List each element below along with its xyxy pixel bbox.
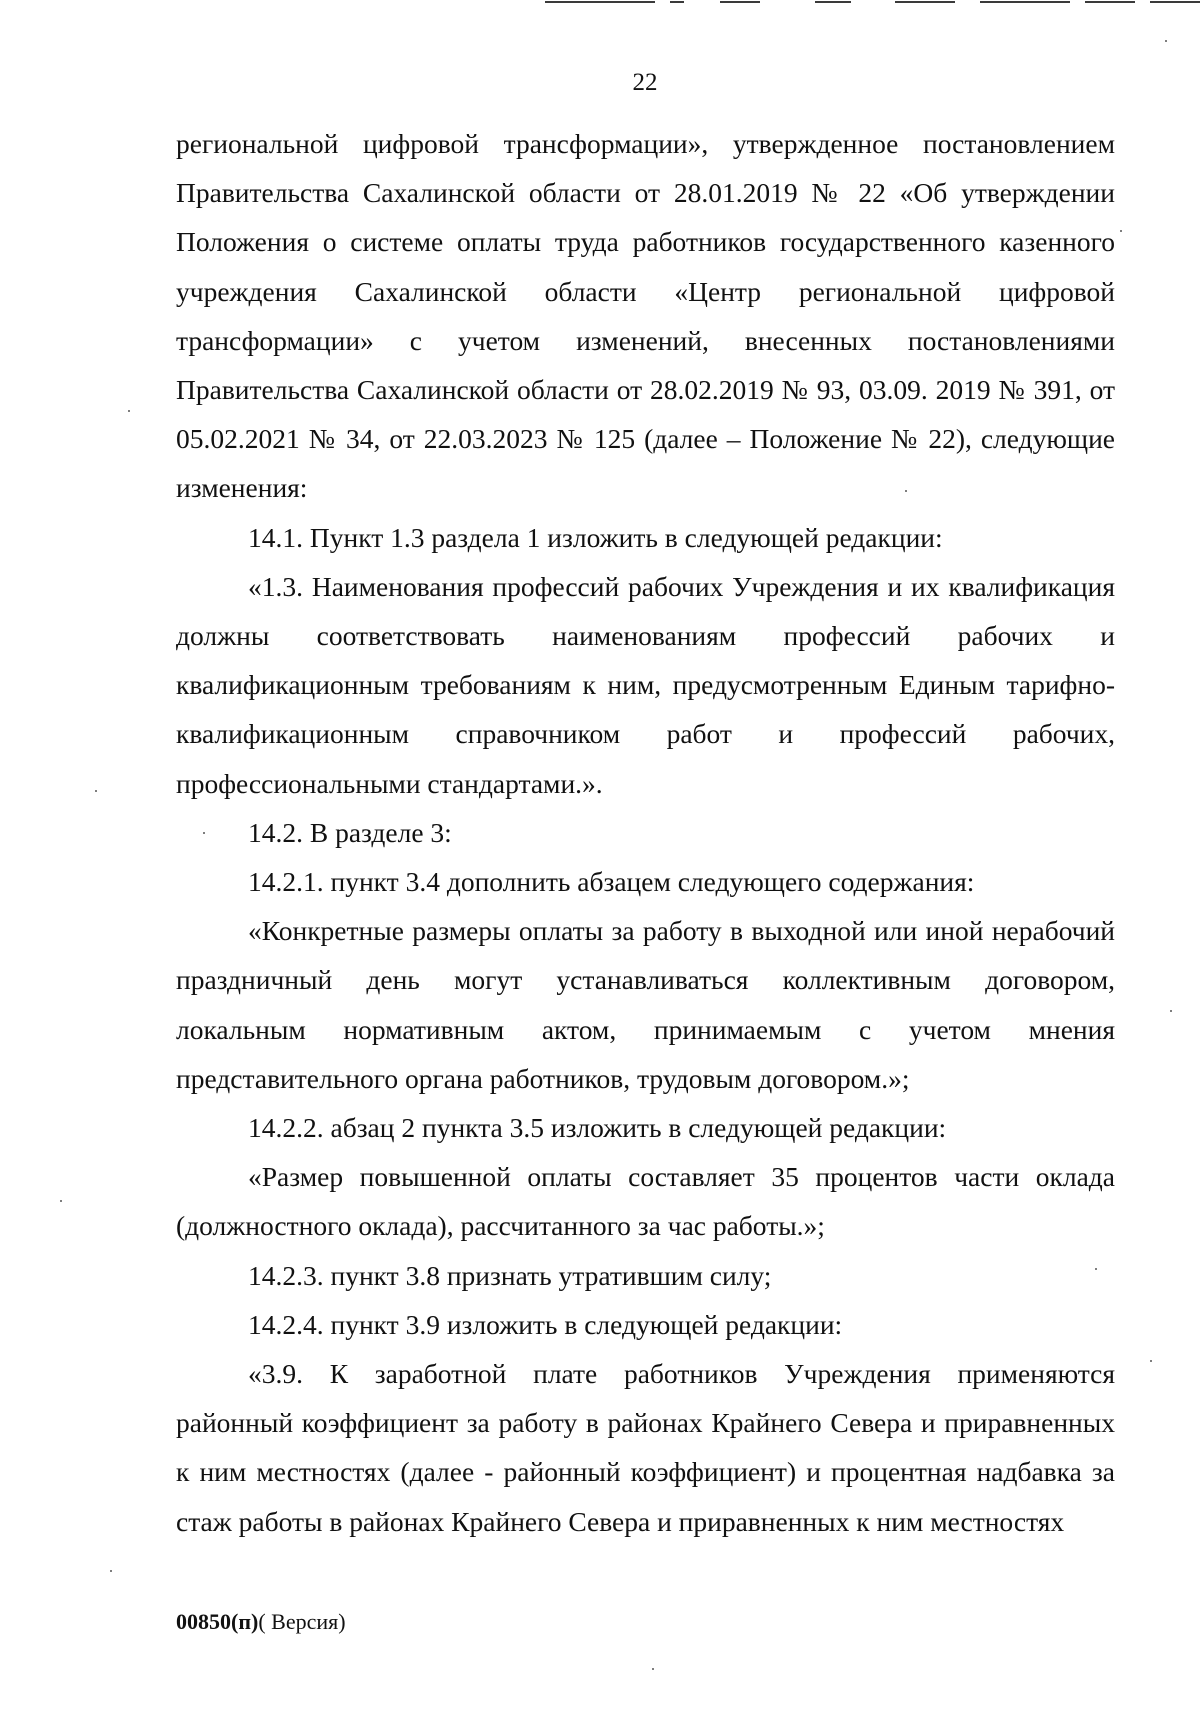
- scan-speck: [60, 1200, 62, 1202]
- paragraph-14-2-3: 14.2.3. пункт 3.8 признать утратившим силу;: [248, 1259, 772, 1291]
- paragraph-14-2-4: 14.2.4. пункт 3.9 изложить в следующей редакции:: [248, 1308, 843, 1340]
- scan-top-edge-lines: [420, 0, 1200, 6]
- paragraph-intro: региональной цифровой трансформации», утвержденное постановлением Правительства Сахалинской области от 28.01.2019 № 22 «Об утверждении Положения о системе оплаты труда работников государственного казенного учреждения Сахалинской области «Центр региональной цифровой трансформации» с учетом изменений, внесенных постановлениями Правительства Сахалинской области от 28.02.2019 № 93, 03.09. 2019 № 391, от 05.02.2021 № 34, от 22.03.2023 № 125 (далее – Положение № 22), следующие изменения:: [176, 128, 1115, 504]
- scan-speck: [95, 790, 97, 792]
- scan-speck: [1120, 230, 1122, 232]
- scan-speck: [128, 410, 130, 412]
- footer-code-number: 00850(п): [176, 1609, 259, 1634]
- page-number: 22: [632, 69, 658, 96]
- paragraph-14-2-2: 14.2.2. абзац 2 пункта 3.5 изложить в следующей редакции:: [248, 1112, 947, 1144]
- paragraph-quote-1-3: «1.3. Наименования профессий рабочих Учреждения и их квалификация должны соответствовать наименованиям профессий рабочих и квалификационным требованиям к ним, предусмотренным Единым тарифно-квалификационным справочником работ и профессий рабочих, профессиональными стандартами.».: [176, 570, 1115, 799]
- scan-speck: [203, 832, 205, 834]
- scan-speck: [1095, 1268, 1097, 1270]
- footer-version: ( Версия): [258, 1609, 346, 1634]
- scan-speck: [1165, 40, 1167, 42]
- scan-speck: [110, 1570, 112, 1572]
- paragraph-14-1: 14.1. Пункт 1.3 раздела 1 изложить в следующей редакции:: [248, 521, 943, 553]
- footer-document-code: [176, 1608, 346, 1636]
- paragraph-14-2-1: 14.2.1. пункт 3.4 дополнить абзацем следующего содержания:: [248, 866, 975, 898]
- document-body: [176, 119, 1115, 1546]
- scan-speck: [1170, 1010, 1172, 1012]
- paragraph-quote-payment-sizes: «Конкретные размеры оплаты за работу в выходной или иной нерабочий праздничный день могут устанавливаться коллективным договором, локальным нормативным актом, принимаемым с учетом мнения представительного органа работников, трудовым договором.»;: [176, 915, 1115, 1094]
- paragraph-quote-3-9: «3.9. К заработной плате работников Учреждения применяются районный коэффициент за работу в районах Крайнего Севера и приравненных к ним местностях (далее - районный коэффициент) и процентная надбавка за стаж работы в районах Крайнего Севера и приравненных к ним местностях: [176, 1358, 1115, 1537]
- scan-speck: [1150, 1360, 1152, 1362]
- paragraph-14-2: 14.2. В разделе 3:: [248, 816, 452, 848]
- scan-speck: [905, 490, 907, 492]
- scan-speck: [652, 1668, 654, 1670]
- paragraph-quote-increased-pay: «Размер повышенной оплаты составляет 35 процентов части оклада (должностного оклада), рассчитанного за час работы.»;: [176, 1161, 1115, 1242]
